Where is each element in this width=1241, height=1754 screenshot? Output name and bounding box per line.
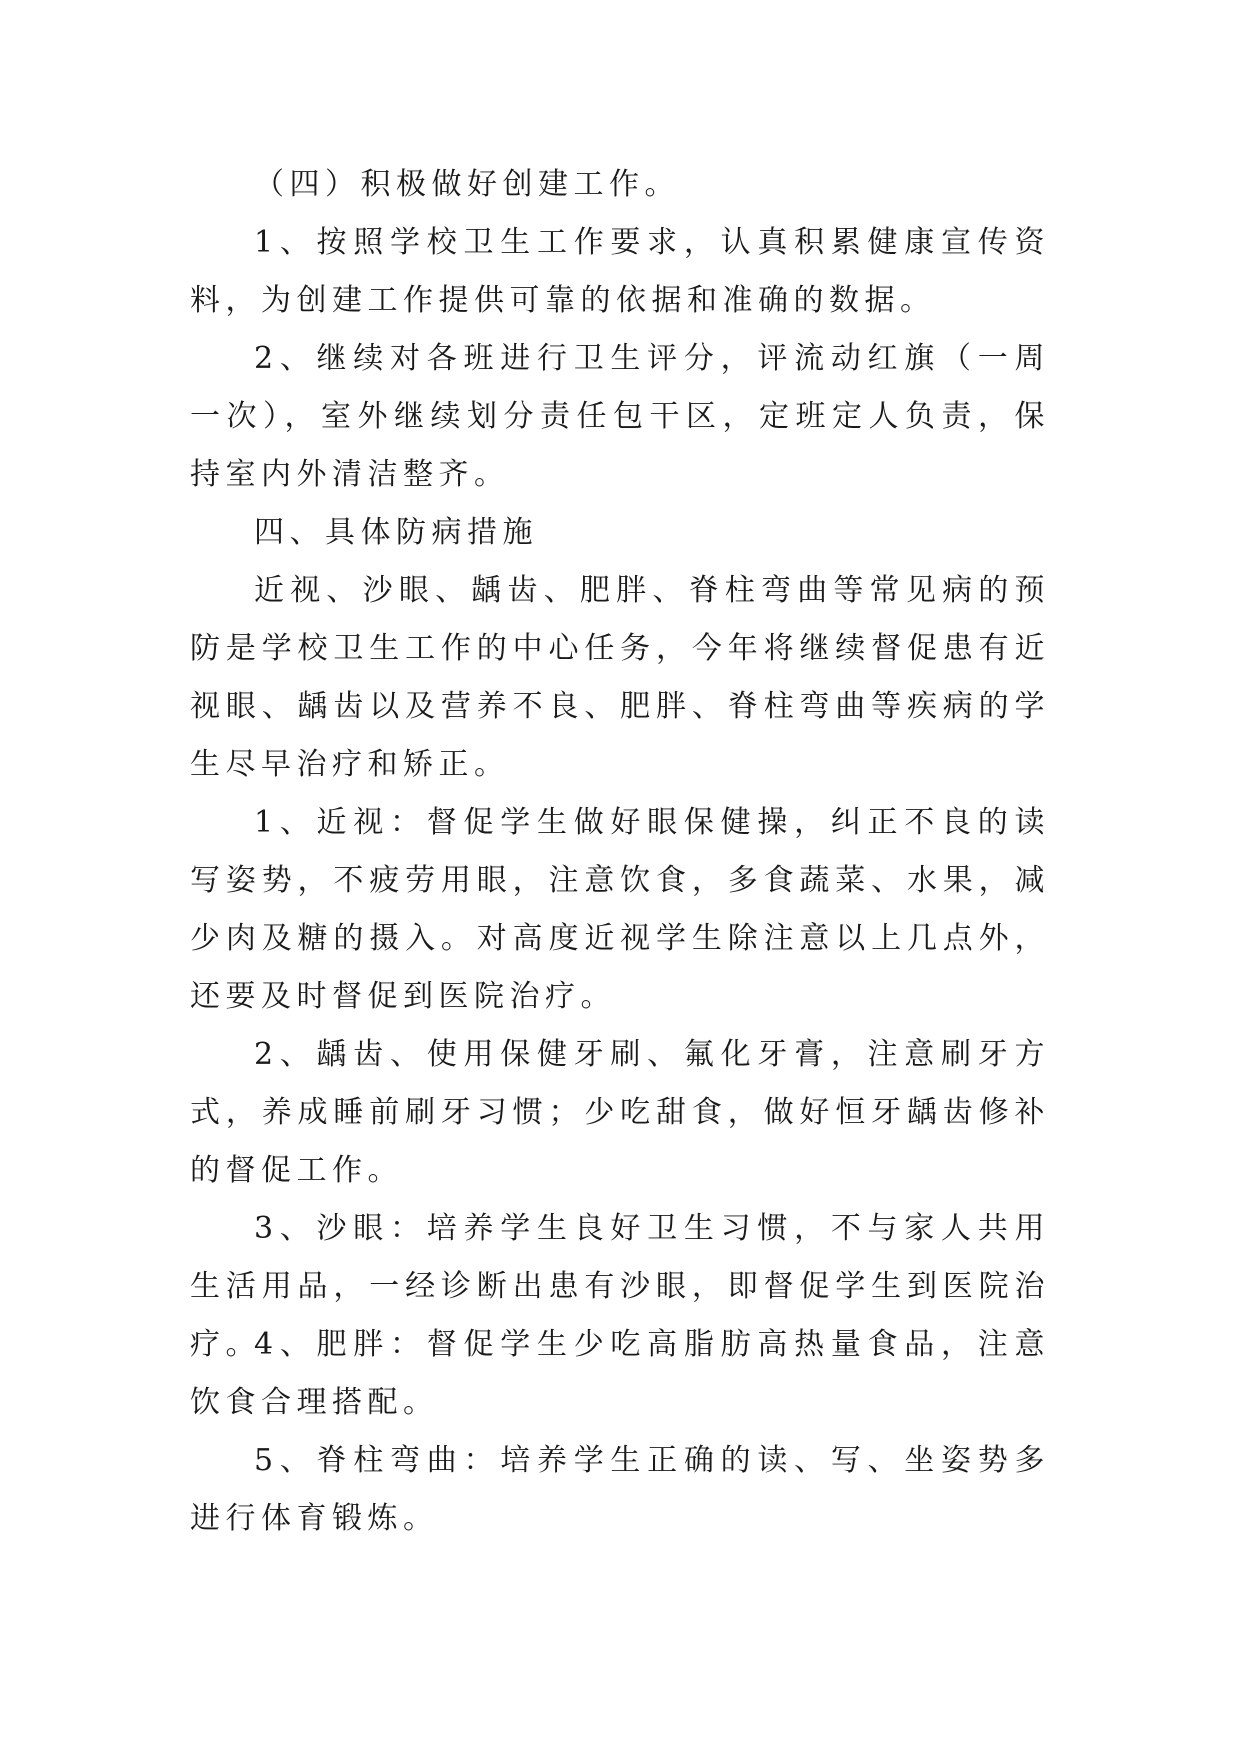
paragraph-myopia: 1、近视：督促学生做好眼保健操，纠正不良的读写姿势，不疲劳用眼，注意饮食，多食蔬菜、水果，减少肉及糖的摄入。对高度近视学生除注意以上几点外，还要及时督促到医院治疗。 [190,805,1050,1014]
paragraph-trachoma: 3、沙眼：培养学生良好卫生习惯，不与家人共用生活用品，一经诊断出患有沙眼，即督促学生到医院治疗。 [190,1211,1050,1362]
paragraph-obesity: 4、肥胖：督促学生少吃高脂肪高热量食品，注意饮食合理搭配。 [190,1327,1050,1420]
paragraph-item-2: 2、继续对各班进行卫生评分，评流动红旗（一周一次），室外继续划分责任包干区，定班定人负责，保持室内外清洁整齐。 [190,341,1050,492]
paragraph-spinal-curvature: 5、脊柱弯曲：培养学生正确的读、写、坐姿势多进行体育锻炼。 [190,1443,1050,1536]
paragraph-heading-prevention: 四、具体防病措施 [254,515,538,550]
paragraph-item-1: 1、按照学校卫生工作要求，认真积累健康宣传资料，为创建工作提供可靠的依据和准确的数据。 [190,225,1050,318]
paragraph-intro: 近视、沙眼、龋齿、肥胖、脊柱弯曲等常见病的预防是学校卫生工作的中心任务，今年将继续督促患有近视眼、龋齿以及营养不良、肥胖、脊柱弯曲等疾病的学生尽早治疗和矫正。 [190,573,1050,782]
paragraph-section-4-heading: （四）积极做好创建工作。 [254,167,680,202]
paragraph-dental-caries: 2、龋齿、使用保健牙刷、氟化牙膏，注意刷牙方式，养成睡前刷牙习惯；少吃甜食，做好恒牙龋齿修补的督促工作。 [190,1037,1050,1188]
